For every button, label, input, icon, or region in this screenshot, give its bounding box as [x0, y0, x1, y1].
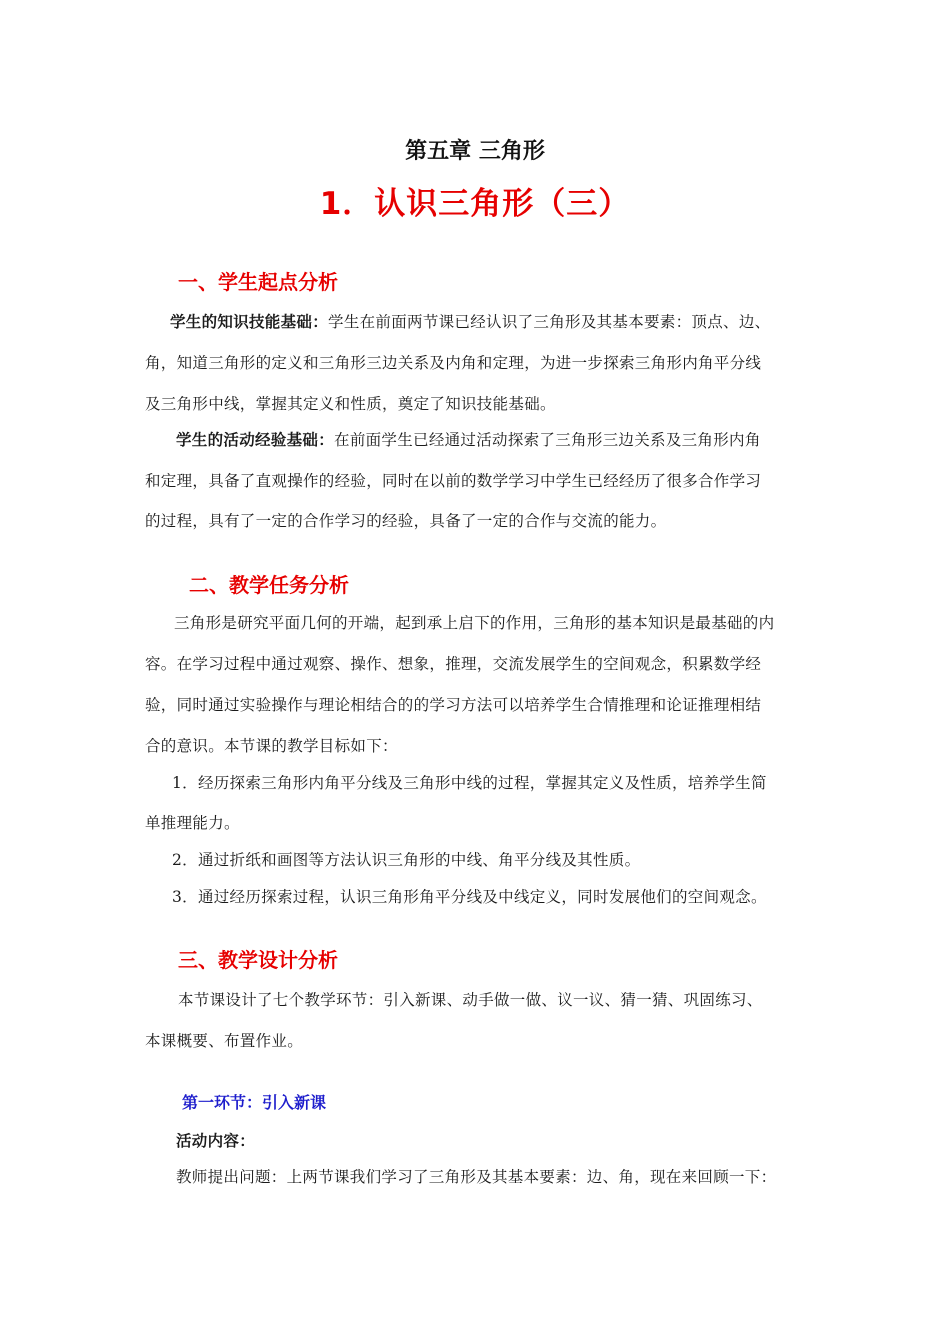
section1-paragraph2-line1 — [176, 428, 761, 450]
activity-content-line1: 教师提出问题：上两节课我们学习了三角形及其基本要素：边、角，现在来回顾一下： — [176, 1168, 777, 1186]
chapter-title: 第五章 三角形 — [405, 139, 545, 164]
lesson-title: 1．认识三角形（三） — [319, 186, 631, 222]
section3-heading: 三、教学设计分析 — [178, 948, 338, 972]
goal2: 2．通过折纸和画图等方法认识三角形的中线、角平分线及其性质。 — [172, 851, 641, 869]
section2-paragraph-line2: 容。在学习过程中通过观察、操作、想象，推理，交流发展学生的空间观念，积累数学经 — [145, 655, 762, 673]
section3-paragraph-line2: 本课概要、布置作业。 — [145, 1032, 304, 1050]
section3-paragraph-line1: 本节课设计了七个教学环节：引入新课、动手做一做、议一议、猜一猜、巩固练习、 — [178, 991, 763, 1009]
knowledge-basis-text: 学生在前面两节课已经认识了三角形及其基本要素：顶点、边、 — [328, 313, 771, 331]
section1-paragraph2-line2: 和定理，具备了直观操作的经验，同时在以前的数学学习中学生已经经历了很多合作学习 — [145, 472, 762, 490]
activity-basis-label: 学生的活动经验基础： — [176, 431, 335, 449]
section2-paragraph-line1: 三角形是研究平面几何的开端，起到承上启下的作用，三角形的基本知识是最基础的内 — [174, 614, 775, 632]
section1-heading: 一、学生起点分析 — [178, 270, 338, 294]
goal1-line2: 单推理能力。 — [145, 814, 240, 832]
section1-paragraph1-line1 — [170, 310, 770, 332]
knowledge-basis-label: 学生的知识技能基础： — [170, 313, 329, 331]
activity-basis-text: 在前面学生已经通过活动探索了三角形三边关系及三角形内角 — [334, 431, 761, 449]
section1-paragraph1-line2: 角，知道三角形的定义和三角形三边关系及内角和定理，为进一步探索三角形内角平分线 — [145, 354, 762, 372]
activity-content-label: 活动内容： — [176, 1132, 256, 1150]
goal1-line1: 1．经历探索三角形内角平分线及三角形中线的过程，掌握其定义及性质，培养学生简 — [172, 774, 767, 792]
goal3: 3．通过经历探索过程，认识三角形角平分线及中线定义，同时发展他们的空间观念。 — [172, 888, 767, 906]
section1-paragraph1-line3: 及三角形中线，掌握其定义和性质，奠定了知识技能基础。 — [145, 395, 556, 413]
stage1-heading: 第一环节：引入新课 — [182, 1093, 327, 1112]
section1-paragraph2-line3: 的过程，具有了一定的合作学习的经验，具备了一定的合作与交流的能力。 — [145, 512, 667, 530]
section2-paragraph-line3: 验，同时通过实验操作与理论相结合的的学习方法可以培养学生合情推理和论证推理相结 — [145, 696, 762, 714]
section2-heading: 二、教学任务分析 — [189, 573, 349, 597]
section2-paragraph-line4: 合的意识。本节课的教学目标如下： — [145, 737, 398, 755]
